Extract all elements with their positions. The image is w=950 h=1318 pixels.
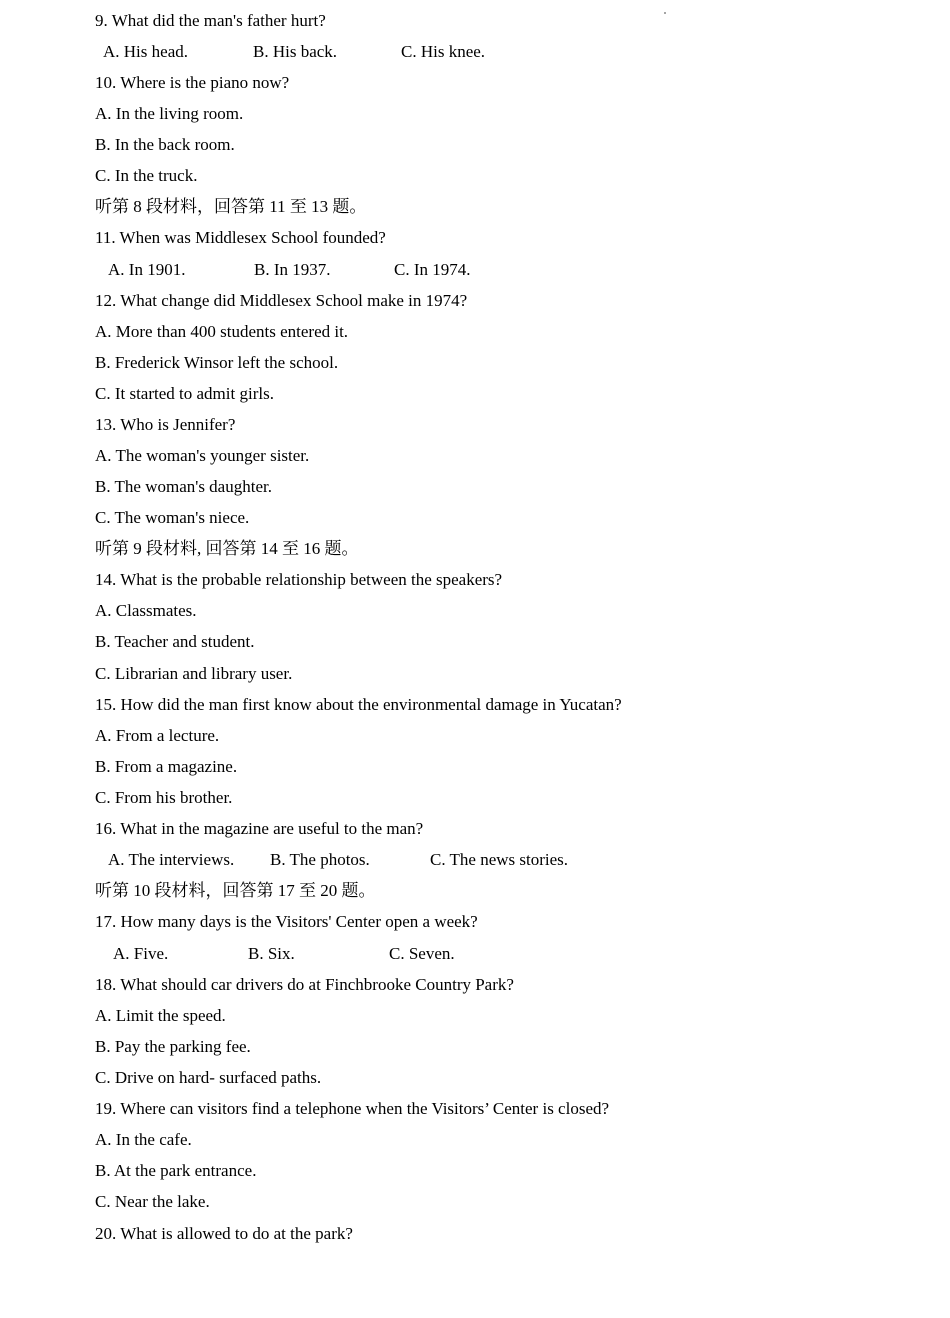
q11-option-a: A. In 1901. <box>108 260 186 279</box>
q11-option-b: B. In 1937. <box>254 260 331 279</box>
q11-option-c: C. In 1974. <box>394 260 471 279</box>
q13-option-c: C. The woman's niece. <box>95 508 250 527</box>
q12-option-c: C. It started to admit girls. <box>95 384 274 403</box>
q13-option-b: B. The woman's daughter. <box>95 477 272 496</box>
q10-option-b: B. In the back room. <box>95 135 235 154</box>
q10-option-c: C. In the truck. <box>95 166 198 185</box>
q19-option-a: A. In the cafe. <box>95 1130 192 1149</box>
q15-option-a: A. From a lecture. <box>95 726 220 745</box>
q17-stem: 17. How many days is the Visitors' Center open a week? <box>95 912 478 931</box>
section-8-instruction: 听第 8 段材料，回答第 11 至 13 题。 <box>95 197 367 216</box>
q16-option-c: C. The news stories. <box>430 850 569 869</box>
q9-option-a: A. His head. <box>103 42 188 61</box>
q15-option-b: B. From a magazine. <box>95 757 238 776</box>
q9-stem: 9. What did the man's father hurt? <box>95 11 326 30</box>
q18-option-b: B. Pay the parking fee. <box>95 1037 251 1056</box>
q18-stem: 18. What should car drivers do at Finchbrooke Country Park? <box>95 975 514 994</box>
q14-option-b: B. Teacher and student. <box>95 632 255 651</box>
q15-stem: 15. How did the man first know about the environmental damage in Yucatan? <box>95 695 622 714</box>
q15-option-c: C. From his brother. <box>95 788 233 807</box>
q18-option-c: C. Drive on hard- surfaced paths. <box>95 1068 322 1087</box>
section-9-instruction: 听第 9 段材料, 回答第 14 至 16 题。 <box>95 539 359 558</box>
q10-option-a: A. In the living room. <box>95 104 244 123</box>
q16-stem: 16. What in the magazine are useful to the man? <box>95 819 424 838</box>
q18-option-a: A. Limit the speed. <box>95 1006 226 1025</box>
q19-option-b: B. At the park entrance. <box>95 1161 257 1180</box>
q20-stem: 20. What is allowed to do at the park? <box>95 1224 353 1243</box>
q16-option-b: B. The photos. <box>270 850 370 869</box>
stray-dot <box>664 12 666 14</box>
q11-stem: 11. When was Middlesex School founded? <box>95 228 386 247</box>
q13-option-a: A. The woman's younger sister. <box>95 446 310 465</box>
q16-option-a: A. The interviews. <box>108 850 235 869</box>
q14-option-a: A. Classmates. <box>95 601 197 620</box>
q14-stem: 14. What is the probable relationship between the speakers? <box>95 570 503 589</box>
q9-option-c: C. His knee. <box>401 42 486 61</box>
q13-stem: 13. Who is Jennifer? <box>95 415 236 434</box>
q19-option-c: C. Near the lake. <box>95 1192 210 1211</box>
q9-option-b: B. His back. <box>253 42 338 61</box>
q17-option-a: A. Five. <box>113 944 169 963</box>
q12-option-b: B. Frederick Winsor left the school. <box>95 353 339 372</box>
q12-stem: 12. What change did Middlesex School make in 1974? <box>95 291 468 310</box>
q17-option-c: C. Seven. <box>389 944 455 963</box>
q12-option-a: A. More than 400 students entered it. <box>95 322 349 341</box>
q17-option-b: B. Six. <box>248 944 295 963</box>
q14-option-c: C. Librarian and library user. <box>95 664 293 683</box>
q19-stem: 19. Where can visitors find a telephone when the Visitors’ Center is closed? <box>95 1099 610 1118</box>
section-10-instruction: 听第 10 段材料，回答第 17 至 20 题。 <box>95 881 376 900</box>
q10-stem: 10. Where is the piano now? <box>95 73 290 92</box>
